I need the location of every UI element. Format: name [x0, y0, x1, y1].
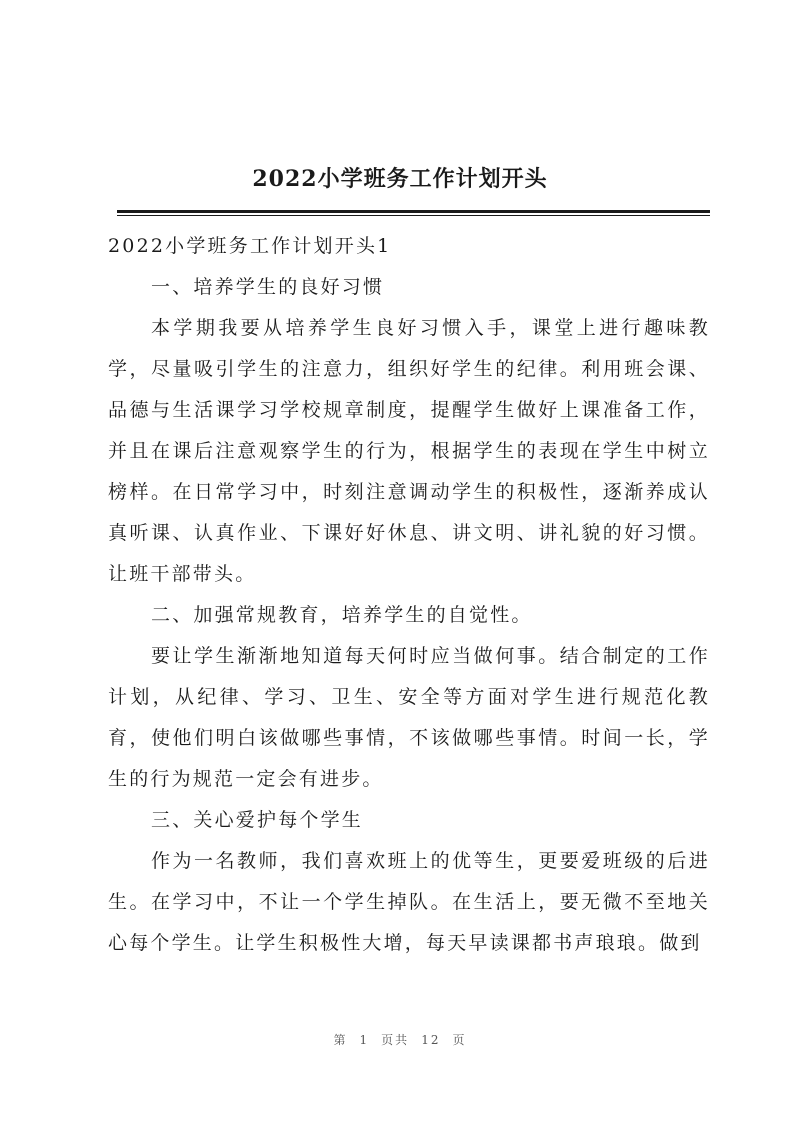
page-footer — [0, 1030, 800, 1050]
footer-mid: 页共 — [381, 1033, 410, 1047]
title-rule-thick — [117, 210, 710, 213]
footer-prefix: 第 — [333, 1033, 348, 1047]
heading-3: 三、关心爱护每个学生 — [151, 809, 364, 831]
document-body — [108, 226, 710, 964]
title-rule-thin — [117, 215, 710, 216]
document-title: 2022小学班务工作计划开头 — [252, 166, 548, 192]
heading-2: 二、加强常规教育，培养学生的自觉性。 — [151, 604, 533, 626]
paragraph-3: 作为一名教师，我们喜欢班上的优等生，更要爱班级的后进生。在学习中，不让一个学生掉队。在生活上，要无微不至地关心每个学生。让学生积极性大增，每天早读课都书声琅琅。做到 — [108, 850, 710, 954]
section-subtitle: 2022小学班务工作计划开头1 — [108, 235, 392, 257]
footer-page-number: 1 — [359, 1033, 370, 1047]
heading-1: 一、培养学生的良好习惯 — [151, 276, 385, 298]
footer-total-pages: 12 — [421, 1033, 441, 1047]
paragraph-2: 要让学生渐渐地知道每天何时应当做何事。结合制定的工作计划，从纪律、学习、卫生、安全等方面对学生进行规范化教育，使他们明白该做哪些事情，不该做哪些事情。时间一长，学生的行为规范一定会有进步。 — [108, 645, 710, 790]
paragraph-1: 本学期我要从培养学生良好习惯入手，课堂上进行趣味教学，尽量吸引学生的注意力，组织好学生的纪律。利用班会课、品德与生活课学习学校规章制度，提醒学生做好上课准备工作，并且在课后注意观察学生的行为，根据学生的表现在学生中树立榜样。在日常学习中，时刻注意调动学生的积极性，逐渐养成认真听课、认真作业、下课好好休息、讲文明、讲礼貌的好习惯。让班干部带头。 — [108, 317, 710, 585]
footer-suffix: 页 — [452, 1033, 467, 1047]
